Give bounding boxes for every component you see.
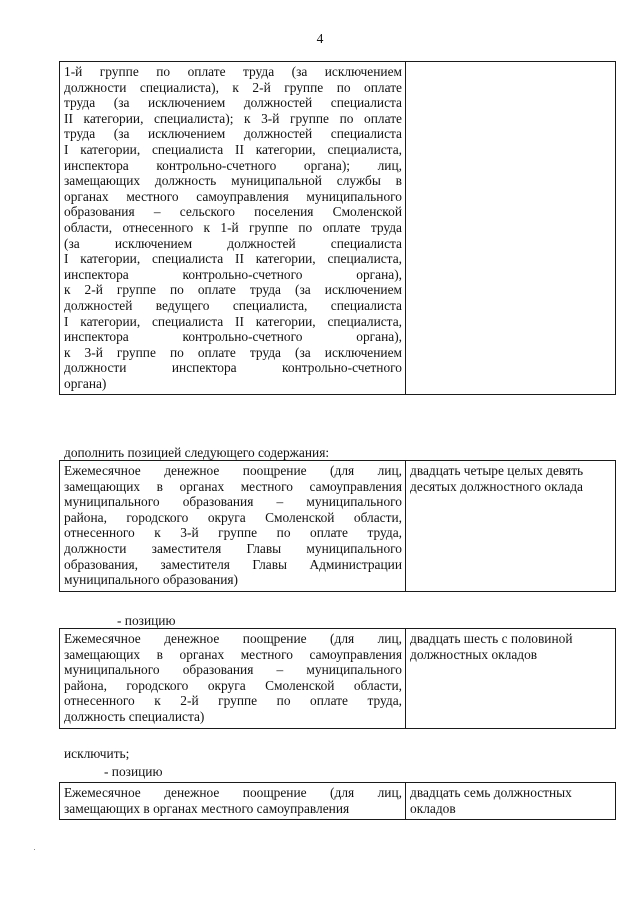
text-line: муниципального образования) [64,572,239,588]
text-line: I категории, специалиста II категории, специалиста, [64,313,402,329]
text-line: муниципального образования – муниципального [64,494,402,510]
position-label-2: - позицию [104,764,163,779]
text-line: отнесенного к 3-й группе по оплате труда, [64,525,402,541]
text-line: двадцать четыре целых девять [410,463,584,478]
add-position-instruction: дополнить позицией следующего содержания: [64,445,330,460]
text-line: муниципального образования – муниципального [64,662,402,678]
text-line: инспектора контрольно-счетного органа); лиц, [64,157,402,173]
table-continuation-left-cell [60,62,406,395]
exclude-instruction: исключить; [64,746,130,761]
excluded-position-amount [406,629,616,729]
table-continuation-right-cell [406,62,616,395]
new-position-description [60,461,406,592]
text-line: I категории, специалиста II категории, специалиста, [64,141,402,157]
text-line: должность специалиста) [64,708,205,724]
text-line: района, городского округа Смоленской области, [64,677,402,693]
text-line: замещающих в органах местного самоуправления [64,800,350,816]
text-line: Ежемесячное денежное поощрение (для лиц, [64,785,402,800]
text-line: замещающих в органах местного самоуправления [64,646,402,662]
position-label-1: - позицию [117,613,176,628]
text-line: 1-й группе по оплате труда (за исключением [64,64,402,79]
text-line: Ежемесячное денежное поощрение (для лиц, [64,631,402,646]
text-line: должностей ведущего специалиста, специалиста [64,297,402,313]
table-next-position [59,782,616,820]
text-line: труда (за исключением должностей специалиста [64,126,402,142]
text-line: (за исключением должностей специалиста [64,235,402,251]
text-line: труда (за исключением должностей специалиста [64,95,402,111]
excluded-position-description [60,629,406,729]
next-position-description [60,783,406,820]
text-line: десятых должностного оклада [410,478,583,494]
text-line: замещающих должность муниципальной службы в [64,173,402,189]
text-line: к 2-й группе по оплате труда (за исключением [64,282,402,298]
text-line: должностных окладов [410,646,538,662]
text-line: образования, заместителя Главы Администрации [64,556,402,572]
text-line: района, городского округа Смоленской области, [64,509,402,525]
text-line: Ежемесячное денежное поощрение (для лиц, [64,463,402,478]
text-line: органах местного самоуправления муниципального [64,188,402,204]
text-line: области, отнесенного к 1-й группе по оплате труда [64,219,402,235]
text-line: замещающих в органах местного самоуправления [64,478,402,494]
text-line: должности заместителя Главы муниципального [64,540,402,556]
table-new-position [59,460,616,592]
text-line: двадцать шесть с половиной [410,631,573,646]
text-line: инспектора контрольно-счетного органа), [64,266,402,282]
text-line: II категории, специалиста); к 3-й группе по оплате [64,110,402,126]
text-line: инспектора контрольно-счетного органа), [64,329,402,345]
text-line: двадцать семь должностных [410,785,572,800]
page-number: 4 [316,31,324,46]
text-line: к 3-й группе по оплате труда (за исключением [64,344,402,360]
table-continuation [59,61,616,395]
next-position-amount [406,783,616,820]
new-position-amount [406,461,616,592]
text-line: I категории, специалиста II категории, специалиста, [64,251,402,267]
text-line: органа) [64,375,107,391]
scan-speck [34,849,35,850]
text-line: должности специалиста), к 2-й группе по оплате [64,79,402,95]
text-line: образования – сельского поселения Смоленской [64,204,402,220]
table-excluded-position [59,628,616,729]
text-line: окладов [410,800,456,816]
text-line: должности инспектора контрольно-счетного [64,360,402,376]
text-line: отнесенного к 2-й группе по оплате труда, [64,693,402,709]
